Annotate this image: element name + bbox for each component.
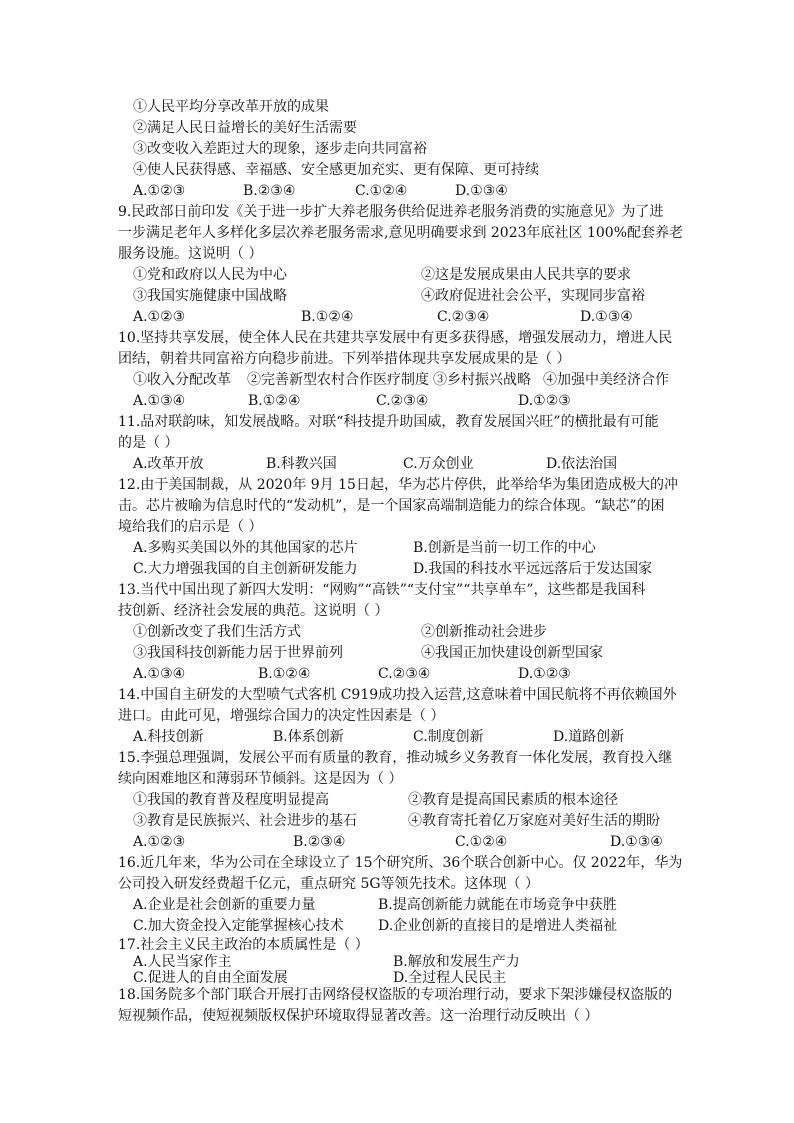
option-c: C.①②④ <box>355 183 408 199</box>
question-11-line-1: 11.品对联韵味，知发展战略。对联“科技提升助国威，教育发展国兴旺”的横批最有可能 <box>118 414 659 430</box>
option-b: B.①②④ <box>258 666 311 682</box>
statement-3: ③我国实施健康中国战略 <box>133 288 287 304</box>
option-c: C.制度创新 <box>413 729 484 745</box>
statement-2: ②教育是提高国民素质的根本途径 <box>408 792 618 808</box>
option-b: B.②③④ <box>293 834 346 850</box>
option-d: D.全过程人民民主 <box>393 970 507 986</box>
statement-4: ④政府促进社会公平，实现同步富裕 <box>421 288 645 304</box>
question-9-line-2: 一步满足老年人多样化多层次养老服务需求,意见明确要求到 2023年底社区 100%配套养老 <box>118 225 684 241</box>
option-c: C.②③④ <box>376 393 429 409</box>
question-10-line-1: 10.坚持共享发展，使全体人民在共建共享发展中有更多获得感，增强发展动力，增进人民 <box>118 330 673 346</box>
statement-1: ①党和政府以人民为中心 <box>133 267 287 283</box>
option-a: A.①②③ <box>133 183 186 199</box>
statement-1: ①创新改变了我们生活方式 <box>133 624 301 640</box>
option-b: B.②③④ <box>243 183 296 199</box>
question-13-line-2: 技创新、经济社会发展的典范。这说明（ ） <box>118 603 389 619</box>
question-11-line-2: 的是（ ） <box>118 435 179 451</box>
statement-4: ④加强中美经济合作 <box>543 372 669 388</box>
option-d: D.①③④ <box>455 183 508 199</box>
option-d: D.①③④ <box>610 834 663 850</box>
statement-3: ③我国科技创新能力居于世界前列 <box>133 645 343 661</box>
option-d: D.道路创新 <box>553 729 625 745</box>
option-b: B.创新是当前一切工作的中心 <box>413 540 596 556</box>
option-d: D.①②③ <box>518 393 571 409</box>
option-a: A.①③④ <box>133 666 186 682</box>
statement-2: ②完善新型农村合作医疗制度 <box>247 372 429 388</box>
question-18-line-1: 18.国务院多个部门联合开展打击网络侵权盗版的专项治理行动，要求下架涉嫌侵权盗版的 <box>118 987 673 1003</box>
option-b: B.体系创新 <box>273 729 344 745</box>
option-c: C.大力增强我国的自主创新研发能力 <box>133 561 358 577</box>
option-a: A.科技创新 <box>133 729 204 745</box>
question-10-line-2: 团结，朝着共同富裕方向稳步前进。下列举措体现共享发展成果的是（ ） <box>118 351 571 367</box>
option-d: D.①③④ <box>580 309 633 325</box>
question-9-line-1: 9.民政部日前印发《关于进一步扩大养老服务供给促进养老服务消费的实施意见》为了进 <box>118 204 664 220</box>
question-9-line-3: 服务设施。这说明（ ） <box>118 246 263 262</box>
option-c: C.②③④ <box>378 666 431 682</box>
question-12-line-3: 境给我们的启示是（ ） <box>118 519 263 535</box>
statement-1: ①收入分配改革 <box>133 372 231 388</box>
statement-1: ①我国的教育普及程度明显提高 <box>133 792 329 808</box>
question-14-line-1: 14.中国自主研发的大型喷气式客机 C919成功投入运营,这意味着中国民航将不再依赖国外 <box>118 687 677 703</box>
statement-2: ②这是发展成果由人民共享的要求 <box>421 267 631 283</box>
option-d: D.企业创新的直接目的是增进人类福祉 <box>378 918 618 934</box>
question-14-line-2: 进口。由此可见，增强综合国力的决定性因素是（ ） <box>118 708 445 724</box>
question-16-line-1: 16.近几年来，华为公司在全球设立了 15个研究所、36个联合创新中心。仅 2022年，华为 <box>118 855 683 871</box>
question-15-line-1: 15.李强总理强调，发展公平而有质量的教育，推动城乡义务教育一体化发展，教育投入继 <box>118 750 673 766</box>
statement-1: ①人民平均分享改革开放的成果 <box>133 99 329 115</box>
question-15-line-2: 续向困难地区和薄弱环节倾斜。这是因为（ ） <box>118 771 403 787</box>
question-18-line-2: 短视频作品，使短视频版权保护环境取得显著改善。这一治理行动反映出（ ） <box>118 1008 599 1024</box>
option-a: A.①③④ <box>133 393 186 409</box>
option-c: C.①②④ <box>455 834 508 850</box>
option-d: D.我国的科技水平远远落后于发达国家 <box>413 561 653 577</box>
option-b: B.提高创新能力就能在市场竞争中获胜 <box>378 897 617 913</box>
question-16-line-2: 公司投入研发经费超千亿元，重点研究 5G等领先技术。这体现（ ） <box>118 876 539 892</box>
question-12-line-1: 12.由于美国制裁，从 2020年 9月 15日起，华为芯片停供，此举给华为集团造成极大的冲 <box>118 477 678 493</box>
option-a: A.①②③ <box>133 309 186 325</box>
statement-2: ②满足人民日益增长的美好生活需要 <box>133 120 357 136</box>
option-c: C.加大资金投入定能掌握核心技术 <box>133 918 344 934</box>
statement-4: ④教育寄托着亿万家庭对美好生活的期盼 <box>408 813 660 829</box>
statement-3: ③改变收入差距过大的现象，逐步走向共同富裕 <box>133 141 427 157</box>
statement-4: ④使人民获得感、幸福感、安全感更加充实、更有保障、更可持续 <box>133 162 539 178</box>
option-b: B.①②④ <box>248 393 301 409</box>
option-b: B.①②④ <box>301 309 354 325</box>
option-c: C.促进人的自由全面发展 <box>133 970 288 986</box>
question-17-line-1: 17.社会主义民主政治的本质属性是（ ） <box>118 937 369 953</box>
statement-2: ②创新推动社会进步 <box>421 624 547 640</box>
statement-3: ③乡村振兴战略 <box>433 372 531 388</box>
option-b: B.科教兴国 <box>266 456 337 472</box>
option-c: C.②③④ <box>437 309 490 325</box>
statement-4: ④我国正加快建设创新型国家 <box>421 645 603 661</box>
statement-3: ③教育是民族振兴、社会进步的基石 <box>133 813 357 829</box>
option-a: A.多购买美国以外的其他国家的芯片 <box>133 540 358 556</box>
option-a: A.①②③ <box>133 834 186 850</box>
question-12-line-2: 击。芯片被喻为信息时代的“发动机”，是一个国家高端制造能力的综合体现。“缺芯”的困 <box>118 498 665 514</box>
option-a: A.人民当家作主 <box>133 954 232 970</box>
option-b: B.解放和发展生产力 <box>393 954 520 970</box>
question-13-line-1: 13.当代中国出现了新四大发明：“网购”“高铁”“支付宝”“共享单车”，这些都是我国科 <box>118 582 646 598</box>
option-c: C.万众创业 <box>403 456 474 472</box>
option-d: D.①②③ <box>518 666 571 682</box>
option-a: A.企业是社会创新的重要力量 <box>133 897 316 913</box>
option-a: A.改革开放 <box>133 456 204 472</box>
option-d: D.依法治国 <box>546 456 618 472</box>
